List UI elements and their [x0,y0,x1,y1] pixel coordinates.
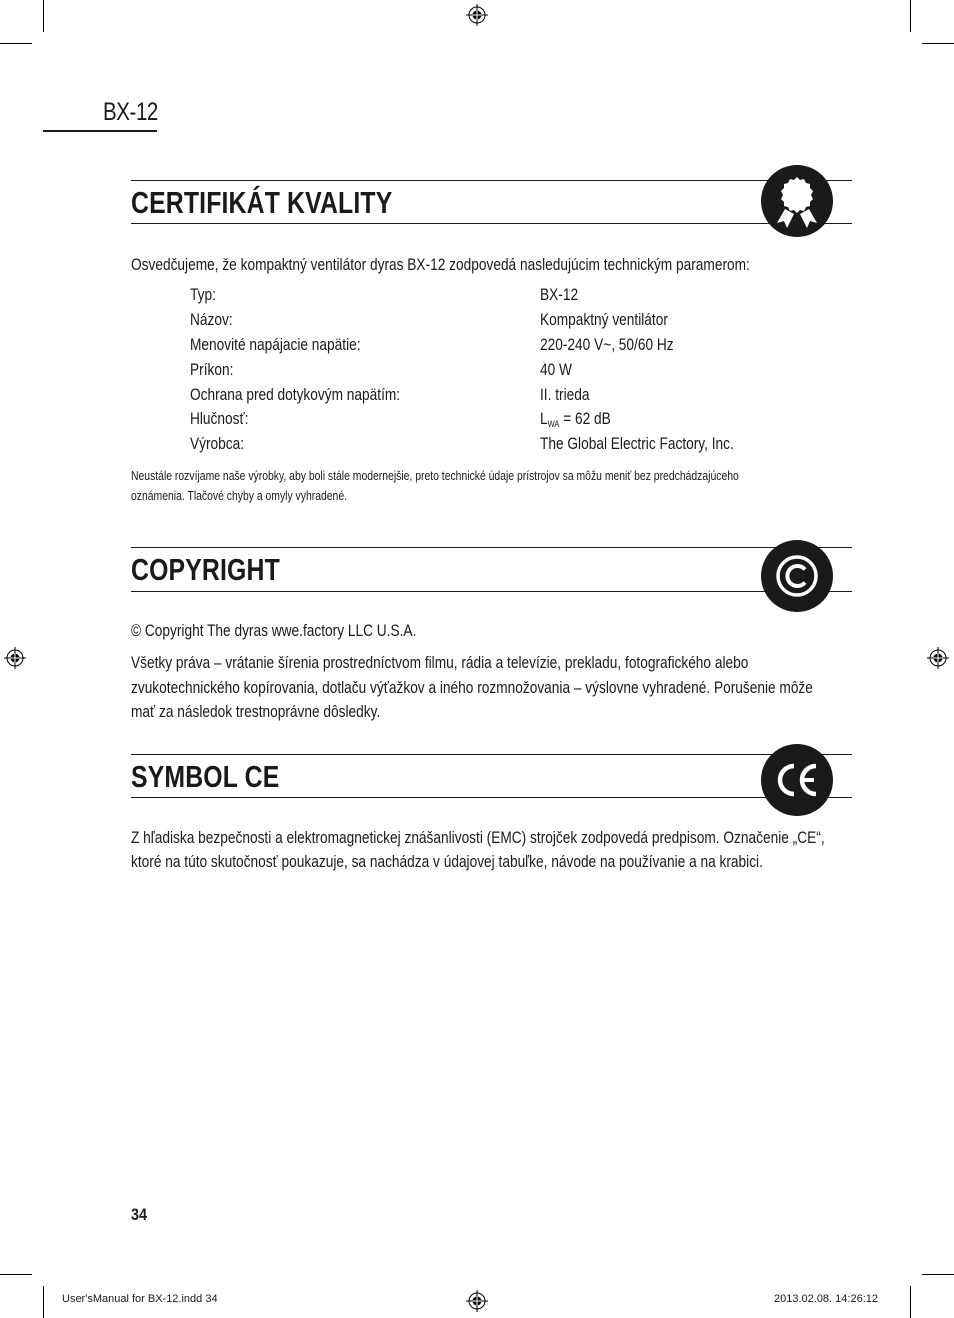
section-rule-bottom [131,223,852,224]
spec-value: BX-12 [540,286,579,304]
copyright-line: © Copyright The dyras wwe.factory LLC U.S.A. [131,622,417,640]
section-rule-top [131,754,852,755]
spec-value: 40 W [540,361,572,379]
quality-note-line: Neustále rozvíjame naše výrobky, aby boli stále modernejšie, preto technické údaje prístrojov sa môžu meniť bez predchádzajúceho [131,468,739,483]
copyright-paragraph-line: zvukotechnického kopírovania, dotlaču výťažkov a iného rozmnožovania – výslovne vyhradené. Porušenie môže [131,679,813,697]
model-header: BX-12 [103,98,158,126]
award-ribbon-icon [761,165,833,237]
spec-value: 220-240 V~, 50/60 Hz [540,336,674,354]
section-rule-top [131,547,852,548]
crop-mark [922,43,954,44]
spec-label: Výrobca: [190,435,245,453]
registration-mark-icon [466,1290,488,1312]
crop-mark [0,1274,32,1275]
spec-value-noise [540,410,611,429]
section-rule-top [131,180,852,181]
spec-value: Kompaktný ventilátor [540,311,668,329]
copyright-paragraph-line: Všetky práva – vrátanie šírenia prostredníctvom filmu, rádia a televízie, prekladu, fotografického alebo [131,654,749,672]
section-title-quality: CERTIFIKÁT KVALITY [131,185,393,220]
spec-label: Menovité napájacie napätie: [190,336,361,354]
crop-mark [43,0,44,32]
noise-symbol: L [540,410,548,428]
quality-note-line: oznámenia. Tlačové chyby a omyly vyhradené. [131,488,348,503]
crop-mark [922,1274,954,1275]
crop-mark [910,0,911,32]
registration-mark-icon [466,4,488,26]
section-title-ce: SYMBOL CE [131,759,280,794]
spec-label: Názov: [190,311,233,329]
spec-label: Hlučnosť: [190,410,249,428]
section-title-copyright: COPYRIGHT [131,552,280,587]
footer-timestamp: 2013.02.08. 14:26:12 [774,1293,878,1305]
copyright-paragraph-line: mať za následok trestnoprávne dôsledky. [131,703,381,721]
spec-value: II. trieda [540,386,590,404]
spec-label: Typ: [190,286,216,304]
footer-filename: User'sManual for BX-12.indd 34 [62,1293,218,1305]
registration-mark-icon [4,647,26,669]
crop-mark [910,1286,911,1318]
section-rule-bottom [131,797,852,798]
page-number: 34 [131,1205,148,1224]
spec-label: Ochrana pred dotykovým napätím: [190,386,401,404]
spec-label: Príkon: [190,361,234,379]
crop-mark [0,43,32,44]
spec-value: The Global Electric Factory, Inc. [540,435,734,453]
quality-intro: Osvedčujeme, že kompaktný ventilátor dyras BX-12 zodpovedá nasledujúcim technickým paramerom: [131,256,750,274]
section-rule-bottom [131,591,852,592]
ce-text-line: ktoré na túto skutočnosť poukazuje, sa nachádza v údajovej tabuľke, návode na používanie a na krabici. [131,853,763,871]
noise-value: = 62 dB [559,410,611,428]
ce-mark-icon [761,744,833,816]
registration-mark-icon [927,647,949,669]
noise-subscript: WA [547,419,560,429]
ce-text-line: Z hľadiska bezpečnosti a elektromagnetickej znášanlivosti (EMC) strojček zodpovedá predpisom. Označenie „CE“, [131,829,825,847]
header-underline [43,130,157,132]
copyright-icon [761,540,833,612]
crop-mark [43,1286,44,1318]
